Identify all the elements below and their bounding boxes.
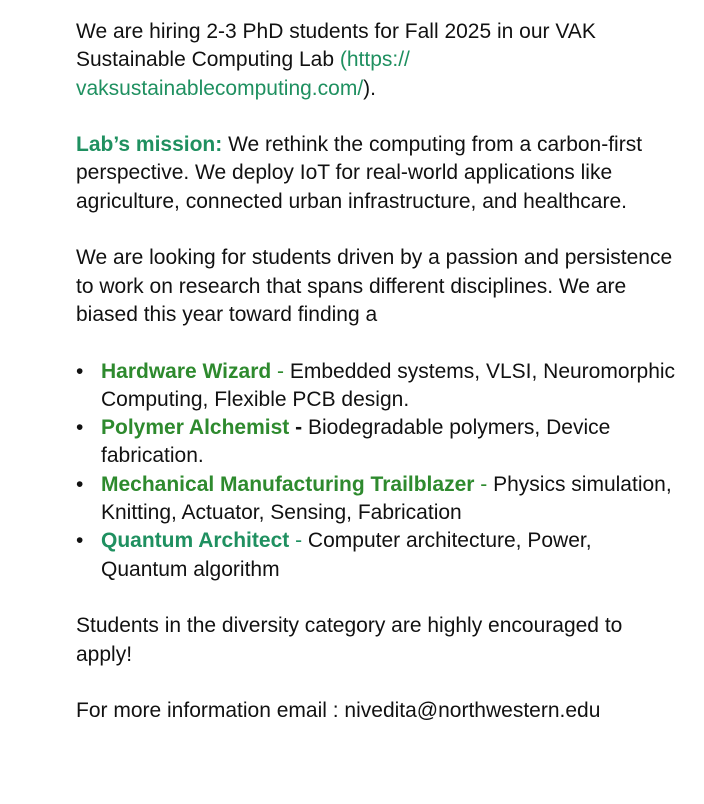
bullet-icon: • — [76, 529, 84, 553]
diversity-paragraph: Students in the diversity category are highly encouraged to apply! — [76, 614, 623, 666]
role-title: Hardware Wizard — [101, 359, 272, 383]
role-desc: Computer architecture, Power, Quantum algorithm — [101, 529, 592, 581]
role-title: Quantum Architect — [101, 529, 290, 553]
list-item — [76, 527, 676, 584]
mission-text: We rethink the computing from a carbon-first perspective. We deploy IoT for real-world applications like agriculture, connected urban infrastructure, and healthcare. — [76, 133, 643, 213]
mission-label: Lab’s mission: — [76, 133, 223, 157]
role-dash: - — [271, 359, 290, 383]
role-dash: - — [474, 472, 494, 496]
intro-text: We are hiring 2-3 PhD students for Fall 2025 in our VAK Sustainable Computing Lab — [76, 20, 596, 72]
list-item — [76, 471, 676, 528]
mission-paragraph — [76, 131, 676, 216]
role-dash: - — [289, 416, 308, 440]
role-desc: Physics simulation, Knitting, Actuator, Sensing, Fabrication — [101, 472, 672, 525]
job-posting — [76, 18, 676, 754]
bullet-icon: • — [76, 359, 84, 383]
role-desc: Embedded systems, VLSI, Neuromorphic Computing, Flexible PCB design. — [101, 359, 676, 411]
intro-paragraph — [76, 18, 676, 103]
roles-list — [76, 358, 676, 584]
lab-website-link[interactable]: (https:// vaksustainablecomputing.com/ — [76, 48, 410, 100]
role-dash: - — [289, 529, 308, 553]
role-desc: Biodegradable polymers, Device fabrication. — [101, 416, 611, 468]
looking-paragraph: We are looking for students driven by a passion and persistence to work on research that spans different disciplines. We are biased this year toward finding a — [76, 246, 673, 326]
role-title: Polymer Alchemist — [101, 416, 290, 440]
contact-paragraph: For more information email : nivedita@northwestern.edu — [76, 699, 601, 723]
intro-after-link: ). — [363, 76, 376, 100]
list-item — [76, 358, 676, 415]
role-title: Mechanical Manufacturing Trailblazer — [101, 472, 475, 496]
bullet-icon: • — [76, 472, 84, 496]
bullet-icon: • — [76, 416, 84, 440]
list-item — [76, 414, 676, 471]
